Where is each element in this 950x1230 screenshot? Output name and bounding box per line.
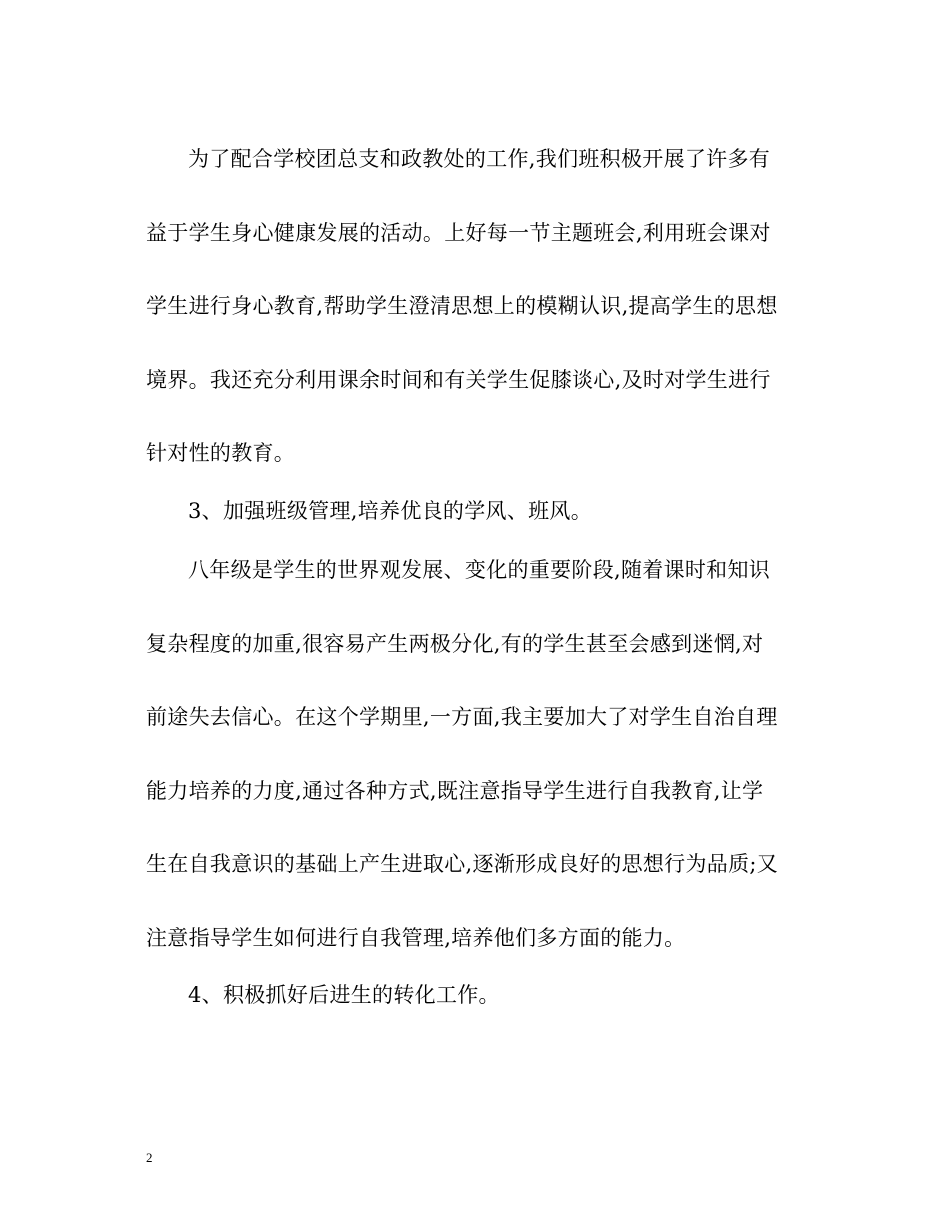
paragraph-line: 能力培养的力度,通过各种方式,既注意指导学生进行自我教育,让学 — [146, 779, 764, 803]
paragraph-line: 生在自我意识的基础上产生进取心,逐渐形成良好的思想行为品质;又 — [146, 852, 779, 876]
paragraph-line: 注意指导学生如何进行自我管理,培养他们多方面的能力。 — [146, 926, 686, 950]
paragraph-line: 针对性的教育。 — [146, 441, 296, 465]
section-heading: 4、积极抓好后进生的转化工作。 — [188, 983, 500, 1007]
section-heading: 3、加强班级管理,培养优良的学风、班风。 — [188, 499, 593, 523]
paragraph-line: 境界。我还充分利用课余时间和有关学生促膝谈心,及时对学生进行 — [146, 368, 771, 392]
paragraph-line: 八年级是学生的世界观发展、变化的重要阶段,随着课时和知识 — [188, 558, 771, 582]
paragraph-line: 学生进行身心教育,帮助学生澄清思想上的模糊认识,提高学生的思想 — [146, 294, 778, 318]
page-number: 2 — [146, 1150, 153, 1165]
paragraph-line: 复杂程度的加重,很容易产生两极分化,有的学生甚至会感到迷惘,对 — [146, 632, 764, 656]
paragraph-line: 前途失去信心。在这个学期里,一方面,我主要加大了对学生自治自理 — [146, 705, 778, 729]
paragraph-line: 为了配合学校团总支和政教处的工作,我们班积极开展了许多有 — [188, 147, 771, 171]
paragraph-line: 益于学生身心健康发展的活动。上好每一节主题班会,利用班会课对 — [146, 221, 771, 245]
